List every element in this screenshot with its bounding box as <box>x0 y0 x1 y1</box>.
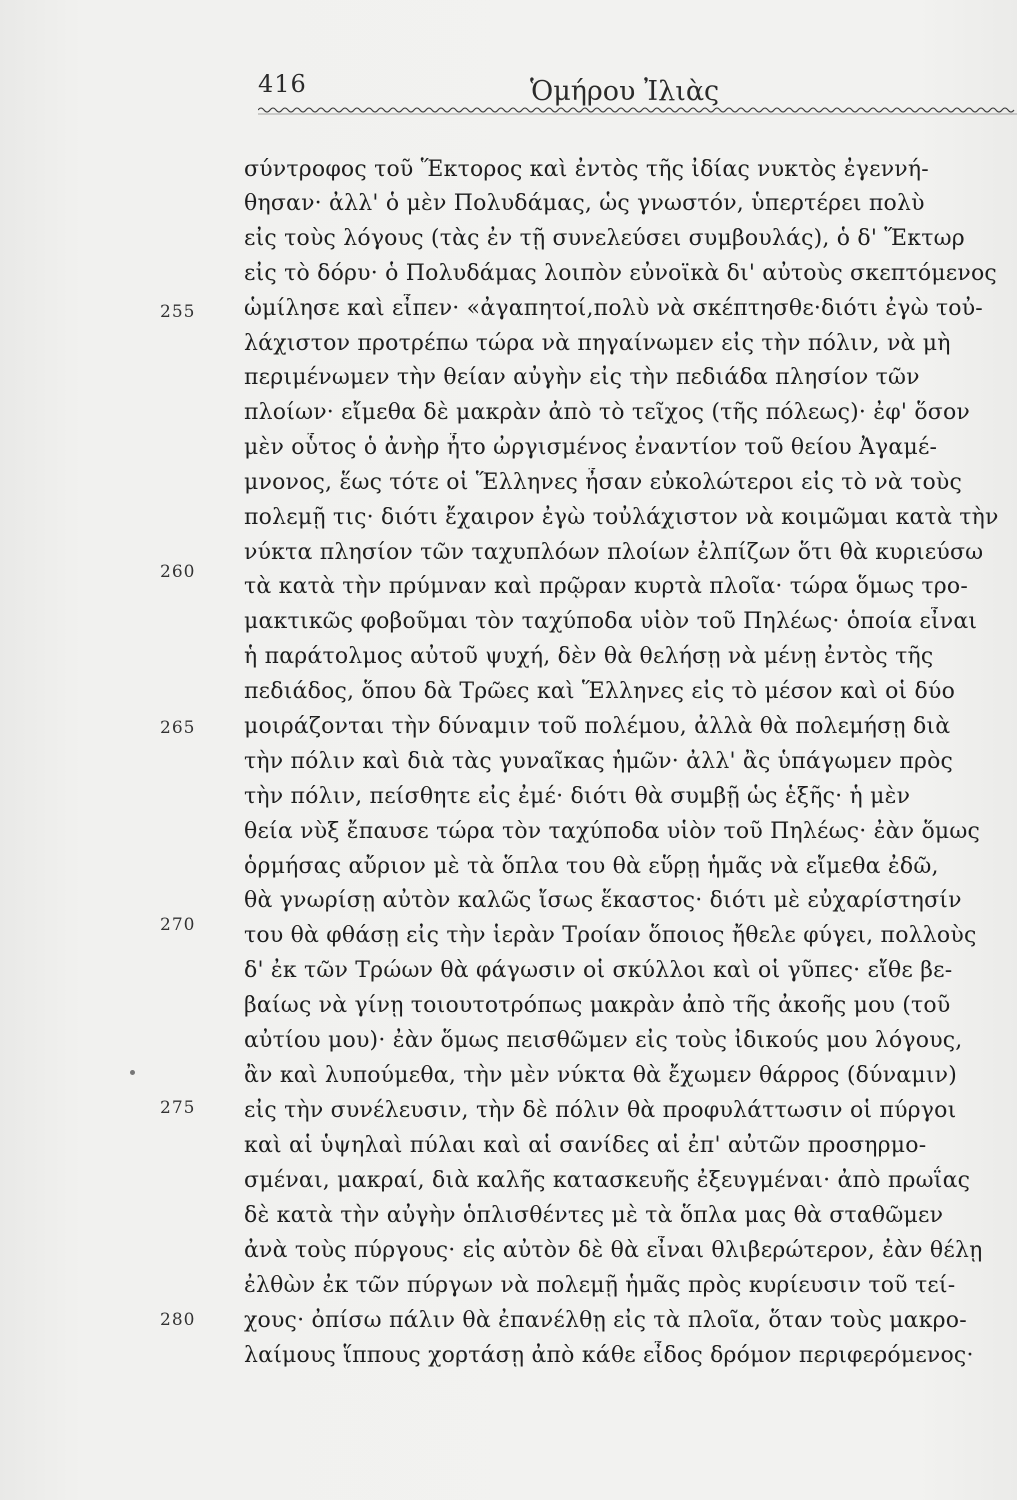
text-line: μακτικῶς φοβοῦμαι τὸν ταχύποδα υἱὸν τοῦ Πηλέως· ὁποία εἶναι <box>244 609 978 634</box>
text-line: μνονος, ἕως τότε οἱ Ἕλληνες ἦσαν εὐκολώτεροι εἰς τὸ νὰ τοὺς <box>244 470 962 495</box>
text-line: ὁρμήσας αὔριον μὲ τὰ ὅπλα του θὰ εὕρῃ ἡμᾶς νὰ εἴμεθα ἐδῶ, <box>244 854 939 879</box>
text-line: εἰς τὴν συνέλευσιν, τὴν δὲ πόλιν θὰ προφυλάττωσιν οἱ πύργοι <box>244 1098 957 1123</box>
text-line: χους· ὀπίσω πάλιν θὰ ἐπανέλθῃ εἰς τὰ πλοῖα, ὅταν τοὺς μακρο- <box>244 1308 967 1333</box>
text-line: σμέναι, μακραί, διὰ καλῆς κατασκευῆς ἐξευγμέναι· ἀπὸ πρωΐας <box>244 1168 971 1193</box>
text-line: πολεμῇ τις· διότι ἔχαιρον ἐγὼ τοὐλάχιστον νὰ κοιμῶμαι κατὰ τὴν <box>244 505 999 530</box>
text-line: θεία νὺξ ἔπαυσε τώρα τὸν ταχύποδα υἱὸν τοῦ Πηλέως· ἐὰν ὅμως <box>244 819 981 844</box>
text-line: πλοίων· εἴμεθα δὲ μακρὰν ἀπὸ τὸ τεῖχος (τῆς πόλεως)· ἐφ' ὅσον <box>244 400 970 425</box>
text-line: καὶ αἱ ὑψηλαὶ πύλαι καὶ αἱ σανίδες αἱ ἐπ' αὐτῶν προσηρμο- <box>244 1133 927 1158</box>
text-line: ὡμίλησε καὶ εἶπεν· «ἀγαπητοί,πολὺ νὰ σκέπτησθε·διότι ἐγὼ τοὐ- <box>244 296 983 321</box>
text-line: σύντροφος τοῦ Ἕκτορος καὶ ἐντὸς τῆς ἰδίας νυκτὸς ἐγεννή- <box>244 157 929 182</box>
text-line: εἰς τοὺς λόγους (τὰς ἐν τῇ συνελεύσει συμβουλάς), ὁ δ' Ἕκτωρ <box>244 226 965 251</box>
margin-line-number: 265 <box>160 718 196 738</box>
ink-speck <box>130 1070 135 1075</box>
running-title: Ὁμήρου Ἰλιὰς <box>530 76 720 107</box>
text-line: τὰ κατὰ τὴν πρύμναν καὶ πρῷραν κυρτὰ πλοῖα· τώρα ὅμως τρο- <box>244 574 969 599</box>
text-line: μὲν οὗτος ὁ ἀνὴρ ἦτο ὠργισμένος ἐναντίον τοῦ θείου Ἀγαμέ- <box>244 435 938 460</box>
text-line: λάχιστον προτρέπω τώρα νὰ πηγαίνωμεν εἰς τὴν πόλιν, νὰ μὴ <box>244 331 951 356</box>
text-line: ἀνὰ τοὺς πύργους· εἰς αὐτὸν δὲ θὰ εἶναι θλιβερώτερον, ἐὰν θέλῃ <box>244 1238 983 1263</box>
text-line: μοιράζονται τὴν δύναμιν τοῦ πολέμου, ἀλλὰ θὰ πολεμήσῃ διὰ <box>244 714 951 739</box>
text-line: βαίως νὰ γίνῃ τοιουτοτρόπως μακρὰν ἀπὸ τῆς ἀκοῆς μου (τοῦ <box>244 993 951 1018</box>
text-line: θὰ γνωρίσῃ αὐτὸν καλῶς ἴσως ἕκαστος· διότι μὲ εὐχαρίστησίν <box>244 888 962 913</box>
text-line: τὴν πόλιν, πείσθητε εἰς ἐμέ· διότι θὰ συμβῇ ὡς ἑξῆς· ἡ μὲν <box>244 784 911 809</box>
margin-line-number: 260 <box>160 562 196 582</box>
text-line: του θὰ φθάσῃ εἰς τὴν ἱερὰν Τροίαν ὅποιος ἤθελε φύγει, πολλοὺς <box>244 923 977 948</box>
text-line: νύκτα πλησίον τῶν ταχυπλόων πλοίων ἐλπίζων ὅτι θὰ κυριεύσω <box>244 540 984 565</box>
margin-line-number: 275 <box>160 1098 196 1118</box>
text-line: αὐτίου μου)· ἐὰν ὅμως πεισθῶμεν εἰς τοὺς ἰδικούς μου λόγους, <box>244 1028 963 1053</box>
margin-line-number: 255 <box>160 302 196 322</box>
text-line: δὲ κατὰ τὴν αὐγὴν ὁπλισθέντες μὲ τὰ ὅπλα μας θὰ σταθῶμεν <box>244 1203 944 1228</box>
text-line: ἡ παράτολμος αὐτοῦ ψυχή, δὲν θὰ θελήσῃ νὰ μένῃ ἐντὸς τῆς <box>244 644 934 669</box>
text-line: δ' ἐκ τῶν Τρώων θὰ φάγωσιν οἱ σκύλλοι καὶ οἱ γῦπες· εἴθε βε- <box>244 958 953 983</box>
text-line: λαίμους ἵππους χορτάσῃ ἀπὸ κάθε εἶδος δρόμον περιφερόμενος· <box>244 1343 974 1368</box>
text-line: περιμένωμεν τὴν θείαν αὐγὴν εἰς τὴν πεδιάδα πλησίον τῶν <box>244 365 920 390</box>
text-line: εἰς τὸ δόρυ· ὁ Πολυδάμας λοιπὸν εὐνοϊκὰ δι' αὐτοὺς σκεπτόμενος <box>244 261 997 286</box>
text-line: πεδιάδος, ὅπου δὰ Τρῶες καὶ Ἕλληνες εἰς τὸ μέσον καὶ οἱ δύο <box>244 679 956 704</box>
page-number: 416 <box>258 70 307 98</box>
text-line: θησαν· ἀλλ' ὁ μὲν Πολυδάμας, ὡς γνωστόν, ὑπερτέρει πολὺ <box>244 191 925 216</box>
text-line: τὴν πόλιν καὶ διὰ τὰς γυναῖκας ἡμῶν· ἀλλ' ἂς ὑπάγωμεν πρὸς <box>244 749 954 774</box>
text-line: ἂν καὶ λυπούμεθα, τὴν μὲν νύκτα θὰ ἔχωμεν θάρρος (δύναμιν) <box>244 1063 958 1088</box>
margin-line-number: 270 <box>160 915 196 935</box>
margin-line-number: 280 <box>160 1310 196 1330</box>
text-line: ἐλθὼν ἐκ τῶν πύργων νὰ πολεμῇ ἡμᾶς πρὸς κυρίευσιν τοῦ τεί- <box>244 1273 956 1298</box>
